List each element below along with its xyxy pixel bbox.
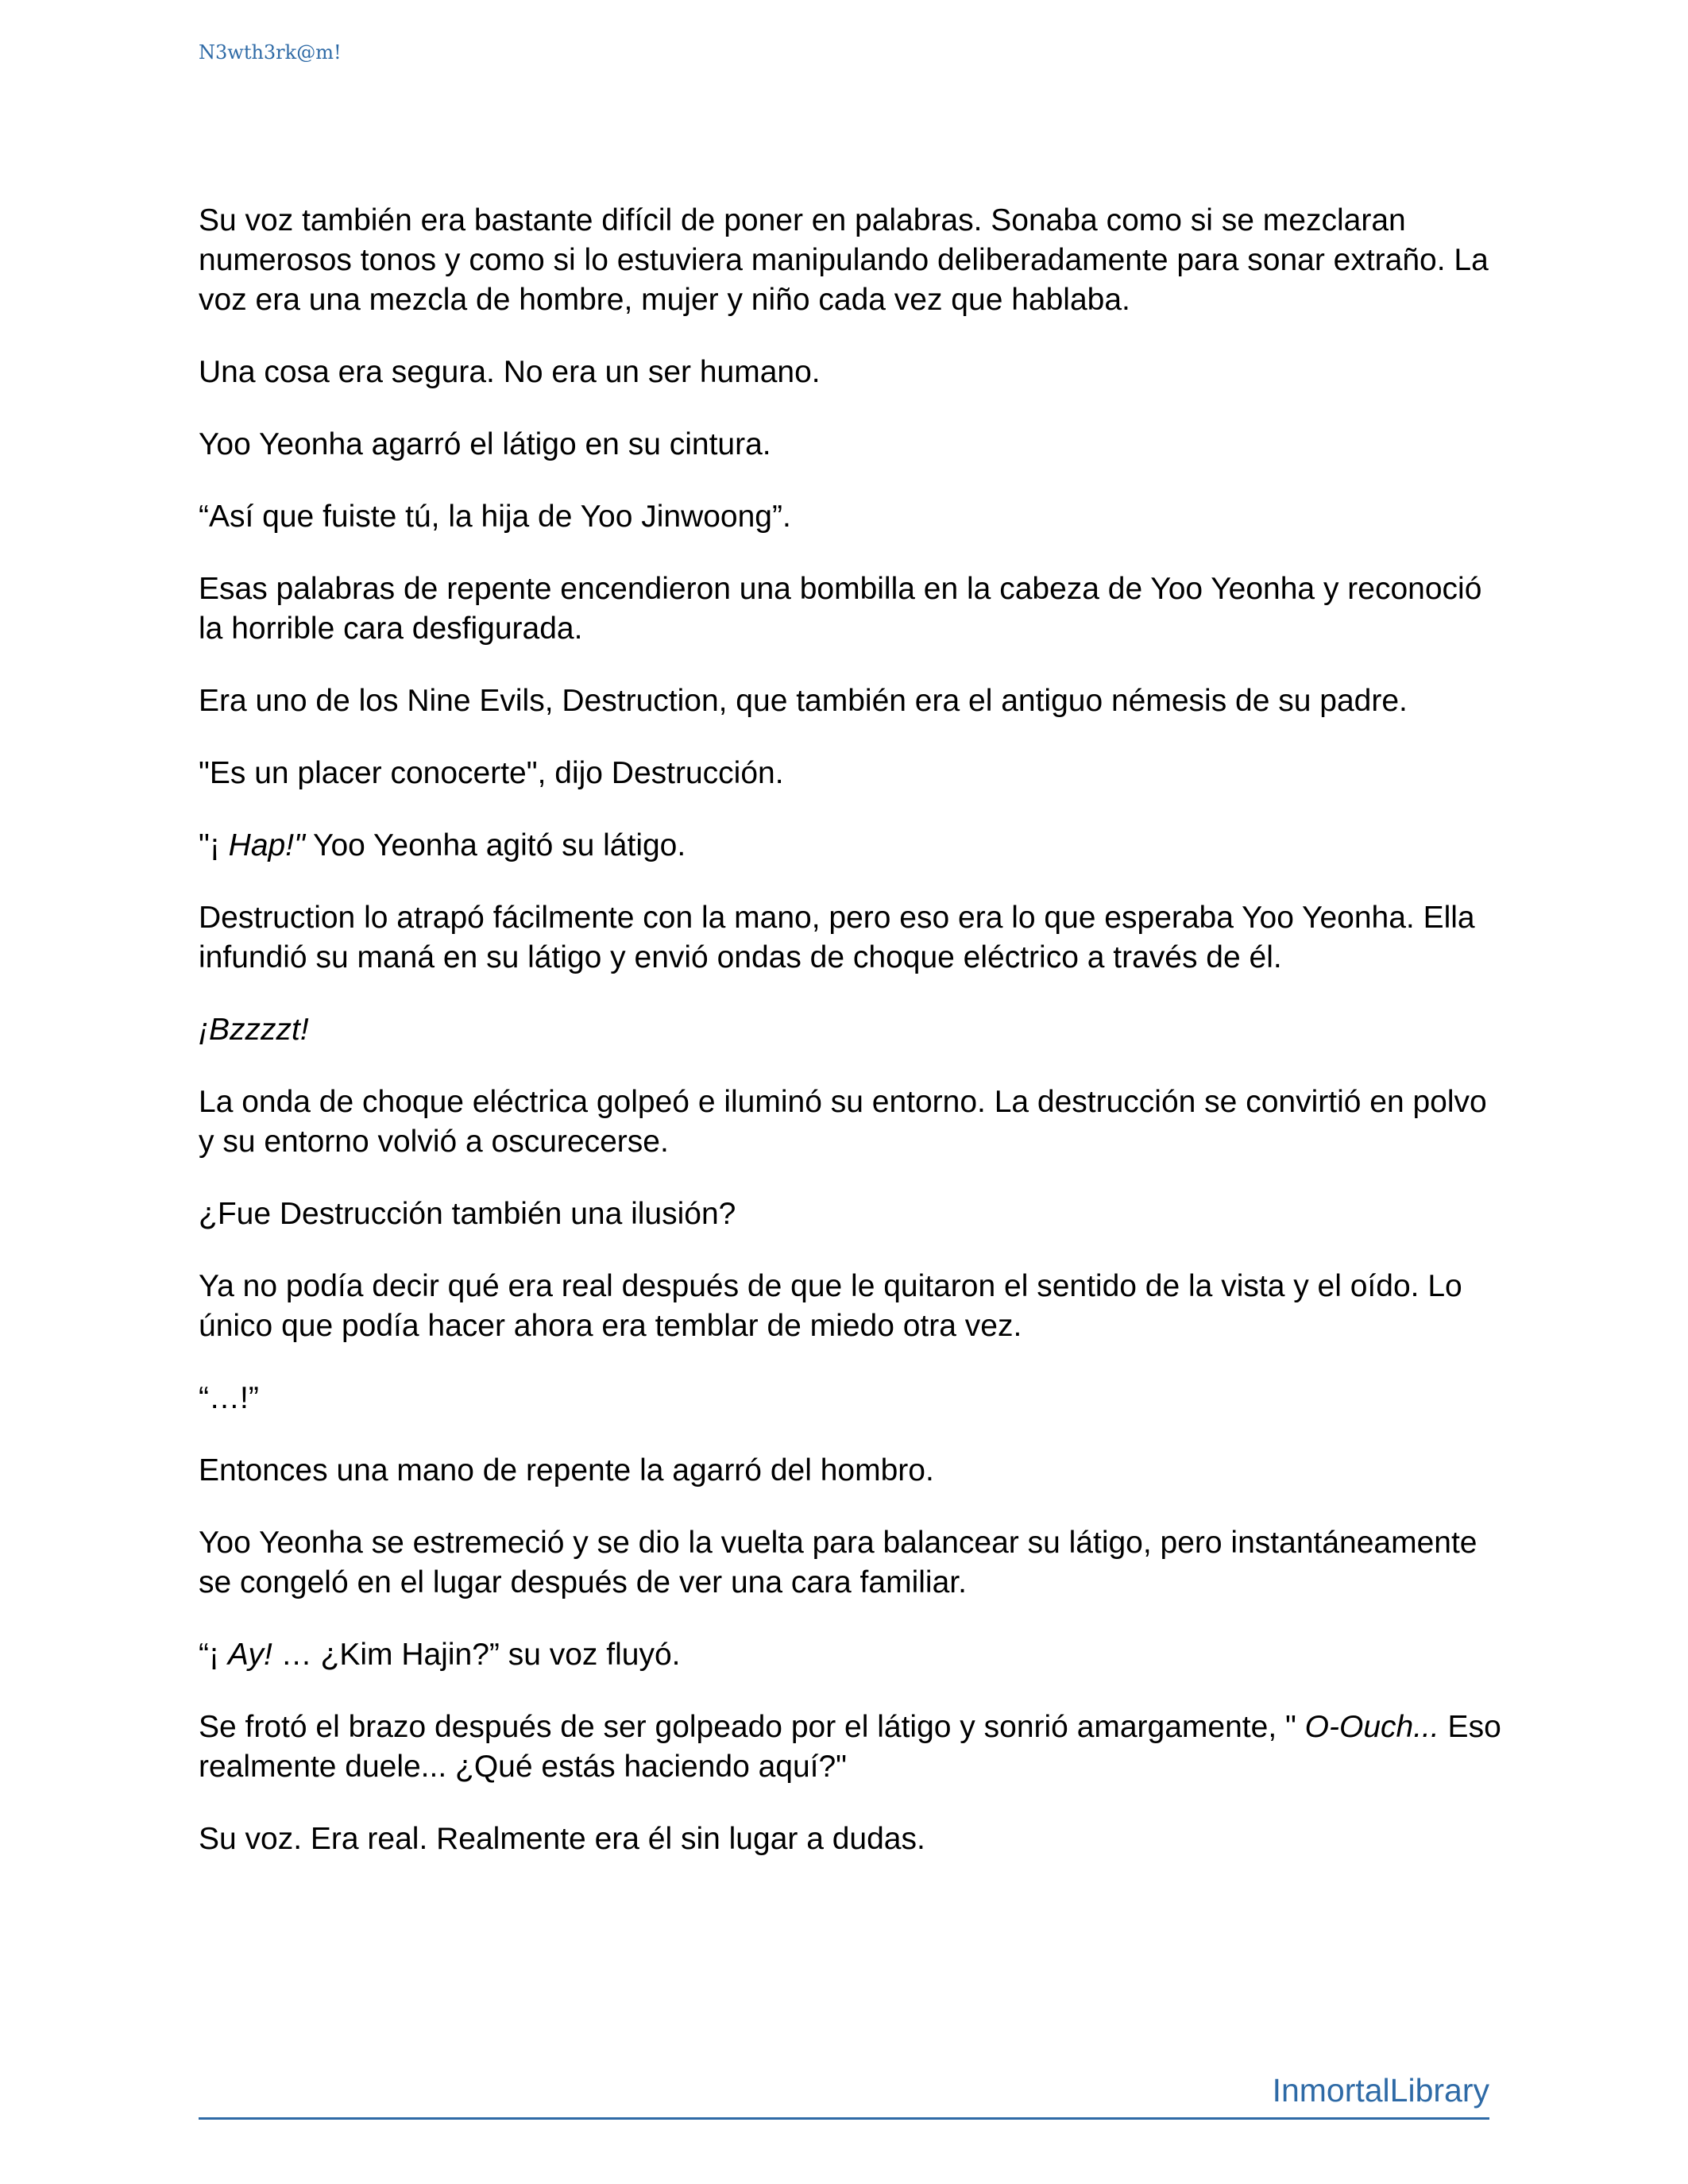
paragraph: Esas palabras de repente encendieron una bombilla en la cabeza de Yoo Yeonha y reconoció la horrible cara desfigurada. <box>199 572 1482 646</box>
document-body <box>199 201 1501 1892</box>
paragraph: “¡ Ay! … ¿Kim Hajin?” su voz fluyó. <box>199 1638 681 1672</box>
paragraph <box>199 1010 1501 1050</box>
paragraph: Se frotó el brazo después de ser golpeado por el látigo y sonrió amargamente, " O-Ouch... Eso realmente duele... ¿Qué estás haciendo aquí?" <box>199 1710 1501 1784</box>
paragraph: La onda de choque eléctrica golpeó e iluminó su entorno. La destrucción se convirtió en polvo y su entorno volvió a oscurecerse. <box>199 1085 1487 1159</box>
italic-text: Hap!" <box>228 828 305 862</box>
italic-text: Ay! <box>227 1638 272 1672</box>
paragraph: ¿Fue Destrucción también una ilusión? <box>199 1197 736 1231</box>
italic-text: O-Ouch... <box>1304 1710 1439 1744</box>
paragraph: Su voz también era bastante difícil de poner en palabras. Sonaba como si se mezclaran numerosos tonos y como si lo estuviera manipulando deliberadamente para sonar extraño. La voz era una mezcla de hombre, mujer y niño cada vez que hablaba. <box>199 203 1489 317</box>
paragraph: "Es un placer conocerte", dijo Destrucción. <box>199 756 784 790</box>
paragraph: Era uno de los Nine Evils, Destruction, que también era el antiguo némesis de su padre. <box>199 684 1408 718</box>
footer <box>199 2068 1489 2120</box>
paragraph: Su voz. Era real. Realmente era él sin lugar a dudas. <box>199 1822 925 1856</box>
paragraph: “…!” <box>199 1381 259 1415</box>
paragraph: “Así que fuiste tú, la hija de Yoo Jinwoong”. <box>199 500 791 534</box>
paragraph: Yoo Yeonha se estremeció y se dio la vuelta para balancear su látigo, pero instantáneamente se congeló en el lugar después de ver una cara familiar. <box>199 1526 1477 1599</box>
paragraph: Destruction lo atrapó fácilmente con la mano, pero eso era lo que esperaba Yoo Yeonha. Ella infundió su maná en su látigo y envió ondas de choque eléctrico a través de él. <box>199 901 1475 974</box>
paragraph: Entonces una mano de repente la agarró del hombro. <box>199 1453 934 1488</box>
paragraph: Una cosa era segura. No era un ser humano. <box>199 355 821 389</box>
italic-text: ¡Bzzzzt! <box>199 1013 309 1047</box>
paragraph: "¡ Hap!" Yoo Yeonha agitó su látigo. <box>199 828 686 862</box>
header-watermark: N3wth3rk@m! <box>199 41 342 64</box>
paragraph: Ya no podía decir qué era real después de que le quitaron el sentido de la vista y el oído. Lo único que podía hacer ahora era temblar de miedo otra vez. <box>199 1269 1462 1343</box>
paragraph: Yoo Yeonha agarró el látigo en su cintura. <box>199 427 771 461</box>
footer-link[interactable]: InmortalLibrary <box>1272 2072 1489 2109</box>
